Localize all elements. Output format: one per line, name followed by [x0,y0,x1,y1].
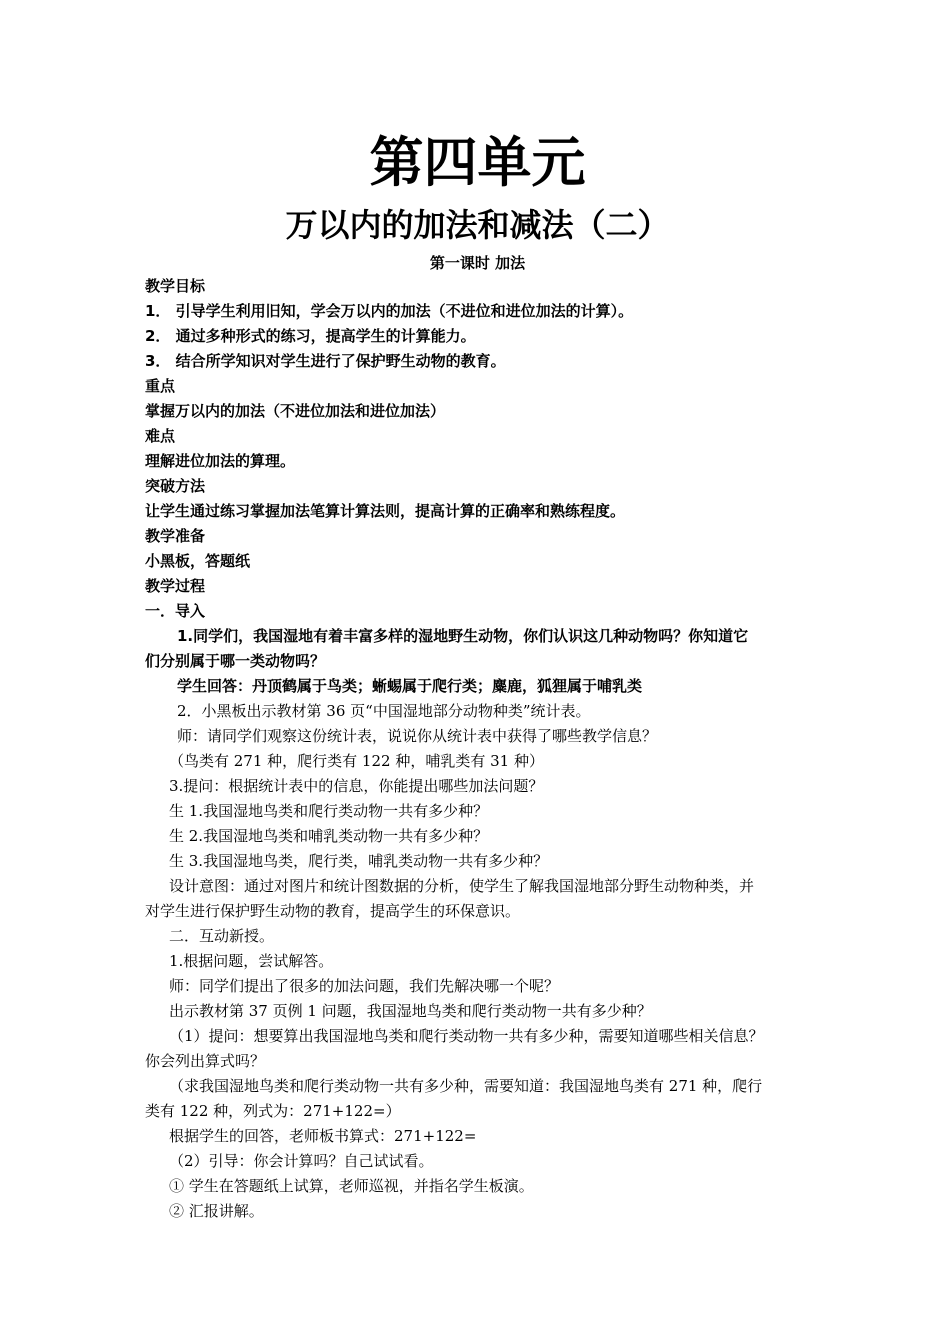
heading-process: 教学过程 [145,577,206,595]
objective-item: 1． 引导学生利用旧知，学会万以内的加法（不进位和进位加法的计算）。 [145,302,634,320]
paragraph-line: 2．小黑板出示教材第 36 页“中国湿地部分动物种类”统计表。 [177,702,591,720]
paragraph-line: 1.同学们，我国湿地有着丰富多样的湿地野生动物，你们认识这几种动物吗？你知道它 [177,627,749,645]
paragraph-line: （求我国湿地鸟类和爬行类动物一共有多少种，需要知道：我国湿地鸟类有 271 种，爬行 [169,1077,763,1095]
paragraph-line: 生 2.我国湿地鸟类和哺乳类动物一共有多少种？ [169,827,489,845]
paragraph-line: 对学生进行保护野生动物的教育，提高学生的环保意识。 [145,902,521,920]
heading-key-point: 重点 [145,377,176,395]
paragraph-line: ② 汇报讲解。 [169,1202,264,1220]
lesson-title: 第一课时 加法 [429,254,526,272]
document-body [145,274,810,1224]
key-point-text: 掌握万以内的加法（不进位加法和进位加法） [145,402,446,420]
objective-item: 2． 通过多种形式的练习，提高学生的计算能力。 [145,327,476,345]
method-text: 让学生通过练习掌握加法笔算计算法则，提高计算的正确率和熟练程度。 [145,502,626,520]
paragraph-line: 师：同学们提出了很多的加法问题，我们先解决哪一个呢？ [169,977,560,995]
paragraph-line: ① 学生在答题纸上试算，老师巡视，并指名学生板演。 [169,1177,534,1195]
section-interactive: 二．互动新授。 [169,927,275,945]
paragraph-line: 师：请同学们观察这份统计表，说说你从统计表中获得了哪些教学信息？ [177,727,658,745]
section-intro: 一．导入 [145,602,206,620]
paragraph-line: 设计意图：通过对图片和统计图数据的分析，使学生了解我国湿地部分野生动物种类，并 [169,877,755,895]
paragraph-line: （1）提问：想要算出我国湿地鸟类和爬行类动物一共有多少种，需要知道哪些相关信息？ [169,1027,764,1045]
paragraph-line: 你会列出算式吗？ [145,1052,266,1070]
heading-preparation: 教学准备 [145,527,206,545]
paragraph-line: 出示教材第 37 页例 1 问题，我国湿地鸟类和爬行类动物一共有多少种？ [169,1002,652,1020]
paragraph-line: 学生回答：丹顶鹤属于鸟类；蜥蜴属于爬行类；麋鹿，狐狸属于哺乳类 [177,677,643,695]
paragraph-line: 生 3.我国湿地鸟类，爬行类，哺乳类动物一共有多少种？ [169,852,549,870]
heading-objectives: 教学目标 [145,277,206,295]
paragraph-line: （2）引导：你会计算吗？自己试试看。 [169,1152,434,1170]
preparation-text: 小黑板，答题纸 [145,552,251,570]
objective-item: 3． 结合所学知识对学生进行了保护野生动物的教育。 [145,352,506,370]
paragraph-line: 根据学生的回答，老师板书算式：271+122= [169,1127,477,1145]
paragraph-line: 类有 122 种，列式为：271+122=） [145,1102,401,1120]
unit-title: 第四单元 [369,131,586,194]
paragraph-line: 生 1.我国湿地鸟类和爬行类动物一共有多少种？ [169,802,489,820]
paragraph-line: （鸟类有 271 种，爬行类有 122 种，哺乳类有 31 种） [169,752,544,770]
unit-subtitle: 万以内的加法和减法（二） [285,206,670,244]
difficulty-text: 理解进位加法的算理。 [145,452,296,470]
paragraph-line: 们分别属于哪一类动物吗？ [145,652,326,670]
heading-difficulty: 难点 [145,427,176,445]
paragraph-line: 3.提问：根据统计表中的信息，你能提出哪些加法问题？ [169,777,544,795]
paragraph-line: 1.根据问题，尝试解答。 [169,952,334,970]
heading-method: 突破方法 [145,477,206,495]
